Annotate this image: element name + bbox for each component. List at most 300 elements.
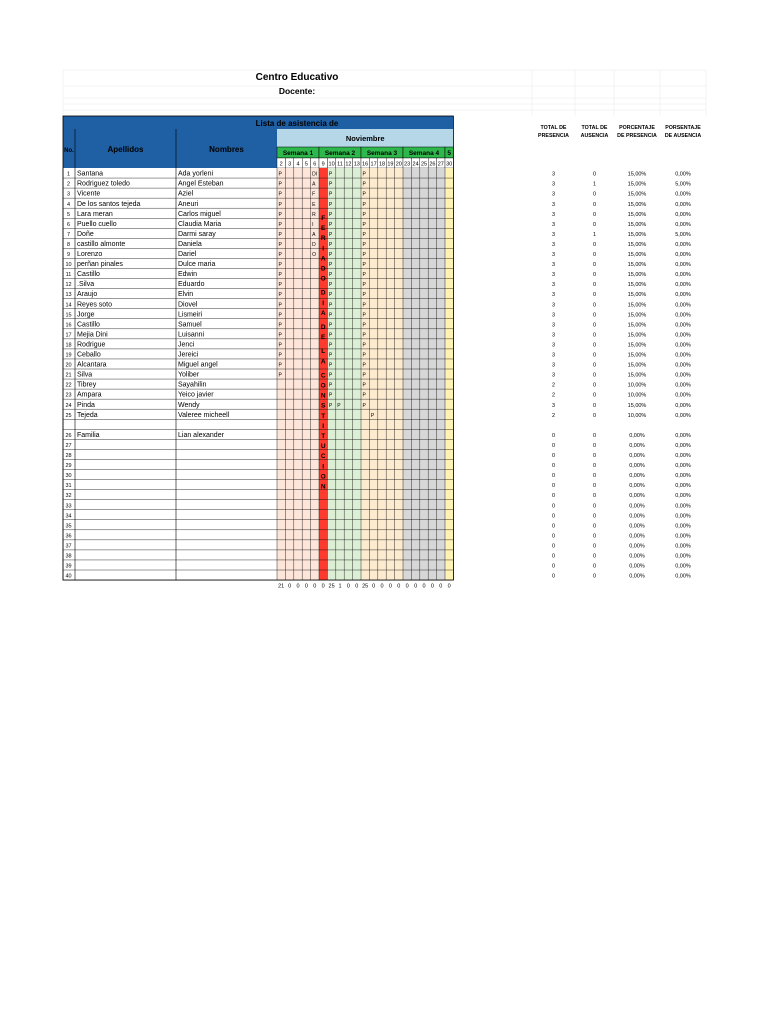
- row-number: 30: [65, 473, 72, 480]
- student-stat: 0: [592, 553, 597, 560]
- student-stat: 1: [592, 231, 597, 238]
- student-stat: 3: [551, 272, 556, 279]
- student-stat: 0: [592, 272, 597, 279]
- attendance-mark: P: [362, 282, 366, 289]
- column-total: 0: [288, 583, 292, 590]
- attendance-mark: P: [328, 362, 333, 369]
- student-stat: 0,00%: [675, 332, 691, 339]
- day-column-fill: [428, 168, 436, 580]
- row-number: 15: [65, 312, 72, 319]
- student-surname: Puello cuello: [77, 220, 117, 228]
- attendance-mark: P: [337, 402, 341, 409]
- student-stat: 0,00%: [675, 372, 691, 379]
- student-stat: 0: [592, 402, 597, 409]
- row-number: 17: [65, 332, 72, 339]
- student-stat: 1: [592, 181, 597, 188]
- student-stat: 0: [551, 473, 556, 480]
- attendance-mark: P: [362, 302, 366, 309]
- student-stat: 15,00%: [627, 402, 647, 409]
- attendance-mark: P: [362, 262, 366, 269]
- holiday-letter: R: [320, 235, 326, 243]
- day-column-fill: [353, 168, 361, 580]
- attendance-mark: P: [278, 352, 282, 359]
- week-label: Semana 1: [282, 150, 314, 157]
- week-label: Semana 4: [408, 150, 440, 157]
- student-stat: 3: [551, 322, 556, 329]
- attendance-mark: P: [278, 272, 282, 279]
- row-number: 4: [66, 201, 71, 208]
- column-total: 0: [380, 583, 384, 590]
- student-stat: 0: [592, 302, 597, 309]
- holiday-letter: I: [322, 463, 325, 471]
- day-number: 6: [313, 161, 317, 168]
- column-total: 0: [405, 583, 409, 590]
- day-column-fill: [294, 168, 302, 580]
- attendance-mark: A: [312, 231, 316, 238]
- holiday-letter: C: [320, 372, 326, 380]
- student-surname: Ceballo: [77, 351, 101, 359]
- holiday-letter: I: [322, 245, 325, 253]
- holiday-letter: F: [321, 215, 326, 222]
- week-label: Semana 3: [366, 150, 398, 157]
- student-name: Miguel angel: [178, 361, 218, 369]
- attendance-mark: P: [362, 382, 366, 389]
- student-surname: Ampara: [77, 391, 102, 399]
- student-stat: 0,00%: [675, 402, 691, 409]
- student-stat: 3: [551, 292, 556, 299]
- attendance-mark: P: [362, 272, 366, 279]
- student-stat: 0: [592, 322, 597, 329]
- student-surname: Silva: [77, 371, 93, 379]
- col-surnames: Apellidos: [107, 145, 144, 154]
- student-stat: 0: [592, 442, 597, 449]
- day-number: 19: [387, 161, 394, 168]
- student-stat: 0,00%: [675, 382, 691, 389]
- attendance-mark: P: [362, 322, 366, 329]
- row-number: 29: [65, 463, 72, 470]
- attendance-mark: P: [328, 221, 333, 228]
- month-label: Noviembre: [345, 134, 385, 143]
- attendance-mark: P: [278, 171, 282, 178]
- row-number: 6: [66, 221, 71, 228]
- student-name: Aneuri: [178, 200, 199, 208]
- student-stat: 2: [551, 382, 556, 389]
- student-stat: 3: [551, 312, 556, 319]
- row-number: 5: [66, 211, 71, 218]
- holiday-letter: I: [322, 299, 325, 307]
- student-surname: Santana: [77, 170, 104, 178]
- institution-title: Centro Educativo: [255, 72, 339, 83]
- row-number: 25: [65, 412, 72, 419]
- student-stat: 0: [592, 241, 597, 248]
- holiday-letter: L: [321, 348, 326, 356]
- row-number: 37: [65, 543, 72, 550]
- student-stat: 0,00%: [675, 262, 691, 269]
- student-name: Luisanni: [178, 331, 205, 339]
- student-stat: 0,00%: [675, 211, 691, 218]
- student-stat: 3: [551, 352, 556, 359]
- attendance-mark: P: [362, 211, 366, 218]
- student-surname: Rodrigue: [77, 341, 106, 349]
- student-name: Aziel: [178, 190, 194, 198]
- student-surname: Vicente: [77, 190, 101, 198]
- day-number: 27: [437, 161, 444, 168]
- attendance-mark: P: [362, 221, 366, 228]
- row-number: 24: [65, 402, 72, 409]
- row-number: 38: [65, 553, 72, 560]
- student-name: Angel Esteban: [178, 180, 224, 188]
- row-number: 33: [65, 503, 72, 510]
- column-total: 0: [346, 583, 350, 590]
- day-column-fill: [378, 168, 386, 580]
- student-stat: 15,00%: [627, 262, 647, 269]
- student-stat: 0,00%: [675, 563, 691, 570]
- student-stat: 3: [551, 302, 556, 309]
- row-number: 16: [65, 322, 72, 329]
- row-number: 27: [65, 442, 72, 449]
- student-stat: 0: [592, 412, 597, 419]
- student-surname: Lara meran: [77, 210, 113, 218]
- stat-header-pct_absence: PORSENTAJE: [665, 125, 701, 131]
- attendance-mark: P: [328, 352, 333, 359]
- student-name: Yeico javier: [178, 391, 214, 399]
- row-number: 7: [66, 231, 71, 238]
- student-stat: 15,00%: [627, 322, 647, 329]
- student-stat: 0: [592, 573, 597, 580]
- student-name: Sayahilin: [178, 381, 207, 389]
- student-surname: perñan pinales: [77, 261, 123, 269]
- holiday-letter: I: [322, 422, 325, 430]
- student-stat: 0: [551, 493, 556, 500]
- student-stat: 0,00%: [675, 473, 691, 480]
- student-stat: 0: [592, 312, 597, 319]
- student-stat: 5,00%: [675, 181, 691, 188]
- student-surname: castillo almonte: [77, 240, 126, 248]
- student-stat: 15,00%: [627, 221, 647, 228]
- row-number: 23: [65, 392, 72, 399]
- row-number: 14: [65, 302, 72, 309]
- student-stat: 0: [592, 533, 597, 540]
- student-stat: 0: [592, 513, 597, 520]
- day-number: 10: [328, 161, 335, 168]
- student-stat: 15,00%: [627, 252, 647, 258]
- day-number: 30: [446, 161, 453, 168]
- column-total: 0: [296, 583, 300, 590]
- day-number: 20: [395, 161, 402, 168]
- stat-header-total_presence: PRESENCIA: [538, 133, 569, 139]
- student-stat: 0: [551, 442, 556, 449]
- student-surname: Familia: [77, 431, 100, 439]
- day-column-fill: [344, 168, 352, 580]
- attendance-mark: P: [278, 282, 282, 289]
- day-column-fill: [403, 168, 411, 580]
- attendance-mark: P: [278, 362, 282, 369]
- row-number: 35: [65, 523, 72, 530]
- student-stat: 0,00%: [675, 221, 691, 228]
- attendance-mark: P: [362, 171, 366, 178]
- attendance-mark: E: [312, 201, 316, 208]
- student-stat: 0: [592, 382, 597, 389]
- student-stat: 0,00%: [675, 322, 691, 329]
- attendance-mark: P: [328, 312, 333, 319]
- student-stat: 0: [592, 201, 597, 208]
- student-stat: 3: [551, 241, 556, 248]
- holiday-letter: A: [320, 255, 326, 263]
- student-stat: 0: [592, 503, 597, 510]
- attendance-mark: P: [278, 191, 282, 198]
- student-stat: 0: [592, 372, 597, 379]
- week-label: Semana 2: [324, 150, 356, 157]
- student-stat: 3: [551, 402, 556, 409]
- student-name: Daniela: [178, 240, 202, 248]
- attendance-mark: P: [328, 191, 333, 198]
- holiday-letter: S: [321, 402, 326, 410]
- attendance-mark: P: [328, 252, 333, 258]
- student-stat: 0,00%: [675, 342, 691, 349]
- row-number: 13: [65, 292, 72, 299]
- student-stat: 15,00%: [627, 201, 647, 208]
- stat-header-pct_presence: DE PRESENCIA: [617, 133, 657, 139]
- student-stat: 3: [551, 342, 556, 349]
- student-stat: 0: [592, 292, 597, 299]
- day-number: 23: [404, 161, 411, 168]
- attendance-mark: P: [362, 392, 366, 399]
- header-left-block: [63, 129, 277, 168]
- student-stat: 0: [592, 493, 597, 500]
- holiday-letter: D: [320, 265, 326, 273]
- student-stat: 0,00%: [629, 473, 645, 480]
- student-stat: 0,00%: [629, 543, 645, 550]
- attendance-mark: P: [328, 241, 333, 248]
- student-stat: 15,00%: [627, 171, 647, 178]
- student-stat: 15,00%: [627, 241, 647, 248]
- student-stat: 0: [551, 573, 556, 580]
- col-names: Nombres: [209, 145, 244, 154]
- row-number: 21: [65, 372, 72, 379]
- attendance-mark: P: [328, 292, 333, 299]
- student-stat: 15,00%: [627, 272, 647, 279]
- student-stat: 15,00%: [627, 372, 647, 379]
- student-stat: 0,00%: [629, 503, 645, 510]
- student-stat: 0,00%: [675, 312, 691, 319]
- student-stat: 0,00%: [675, 252, 691, 258]
- student-stat: 0,00%: [675, 483, 691, 490]
- attendance-mark: O: [312, 252, 316, 258]
- student-stat: 15,00%: [627, 352, 647, 359]
- attendance-mark: P: [362, 252, 366, 258]
- student-name: Darmi saray: [178, 230, 216, 238]
- student-stat: 0,00%: [629, 513, 645, 520]
- holiday-letter: N: [320, 392, 326, 400]
- student-stat: 0,00%: [675, 523, 691, 530]
- row-number: 20: [65, 362, 72, 369]
- student-stat: 0,00%: [629, 453, 645, 459]
- row-number: 18: [65, 342, 72, 349]
- stat-header-total_absence: TOTAL DE: [581, 125, 608, 131]
- student-stat: 0,00%: [675, 392, 691, 399]
- attendance-mark: P: [328, 382, 333, 389]
- attendance-mark: P: [328, 171, 333, 178]
- student-stat: 0,00%: [675, 503, 691, 510]
- attendance-mark: P: [328, 322, 333, 329]
- student-name: Yoliber: [178, 371, 200, 379]
- row-number: 8: [66, 241, 71, 248]
- attendance-mark: P: [362, 312, 366, 319]
- day-column-fill: [369, 168, 377, 580]
- student-stat: 0,00%: [675, 493, 691, 500]
- day-number: 3: [288, 161, 292, 168]
- student-stat: 0: [551, 543, 556, 550]
- attendance-mark: P: [362, 181, 366, 188]
- attendance-mark: P: [278, 342, 282, 349]
- row-number: 11: [65, 272, 72, 279]
- day-column-fill: [311, 168, 319, 580]
- day-number: 12: [345, 161, 352, 168]
- attendance-mark: P: [362, 362, 366, 369]
- row-number: 19: [65, 352, 72, 359]
- student-stat: 0: [592, 221, 597, 228]
- student-name: Wendy: [178, 401, 200, 409]
- student-stat: 0: [592, 211, 597, 218]
- holiday-letter: C: [320, 453, 326, 461]
- attendance-mark: P: [328, 372, 333, 379]
- student-stat: 0: [592, 342, 597, 349]
- student-stat: 0,00%: [675, 533, 691, 540]
- student-stat: 0: [551, 533, 556, 540]
- student-surname: Lorenzo: [77, 251, 103, 258]
- student-stat: 0: [551, 503, 556, 510]
- student-stat: 3: [551, 171, 556, 178]
- day-number: 4: [296, 161, 300, 168]
- row-number: 32: [65, 493, 72, 500]
- student-stat: 2: [551, 412, 556, 419]
- student-stat: 0,00%: [675, 442, 691, 449]
- student-stat: 10,00%: [627, 392, 647, 399]
- stat-header-pct_presence: PORCENTAJE: [619, 125, 655, 131]
- student-stat: 0: [551, 523, 556, 530]
- attendance-mark: P: [328, 262, 333, 269]
- student-stat: 0: [592, 252, 597, 258]
- stat-header-pct_absence: DE AUSENCIA: [664, 133, 702, 139]
- column-total: 0: [439, 583, 443, 590]
- list-title: Lista de asistencia de: [255, 119, 339, 128]
- day-number: 11: [337, 161, 343, 168]
- student-stat: 0: [592, 171, 597, 178]
- day-number: 18: [378, 161, 386, 168]
- student-stat: 3: [551, 372, 556, 379]
- attendance-mark: P: [278, 302, 282, 309]
- attendance-mark: P: [328, 231, 333, 238]
- student-stat: 0,00%: [675, 362, 691, 369]
- attendance-mark: F: [312, 191, 316, 198]
- student-stat: 0,00%: [629, 483, 645, 490]
- student-surname: Reyes soto: [77, 301, 113, 309]
- day-column-fill: [302, 168, 310, 580]
- student-stat: 0: [592, 463, 597, 470]
- student-stat: 0: [592, 362, 597, 369]
- day-column-fill: [386, 168, 394, 580]
- attendance-mark: A: [312, 181, 316, 188]
- day-column-fill: [285, 168, 293, 580]
- student-name: Carlos miguel: [178, 210, 221, 218]
- student-stat: 0,00%: [629, 442, 645, 449]
- student-name: Jenci: [178, 341, 195, 349]
- student-stat: 0: [592, 473, 597, 480]
- attendance-mark: P: [328, 201, 333, 208]
- student-surname: Rodriguez toledo: [77, 180, 130, 188]
- student-surname: Tibrey: [77, 381, 97, 389]
- teacher-label: Docente:: [278, 86, 316, 96]
- column-total: 0: [321, 583, 325, 590]
- day-number: 9: [321, 161, 325, 168]
- student-name: Lismeiri: [178, 311, 203, 319]
- student-stat: 0: [551, 513, 556, 520]
- attendance-mark: P: [362, 372, 366, 379]
- student-stat: 3: [551, 262, 556, 269]
- student-stat: 0: [592, 543, 597, 550]
- student-stat: 15,00%: [627, 292, 647, 299]
- column-total: 0: [430, 583, 434, 590]
- student-stat: 0: [551, 553, 556, 560]
- student-stat: 0: [592, 483, 597, 490]
- day-column-fill: [420, 168, 428, 580]
- attendance-mark: DI: [312, 171, 318, 178]
- student-stat: 0,00%: [675, 553, 691, 560]
- row-number: 39: [65, 563, 72, 570]
- day-column-fill: [411, 168, 419, 580]
- student-stat: 3: [551, 201, 556, 208]
- attendance-mark: P: [278, 252, 282, 258]
- attendance-mark: P: [328, 392, 333, 399]
- student-stat: 15,00%: [627, 362, 647, 369]
- student-stat: 0: [592, 262, 597, 269]
- student-stat: 15,00%: [627, 231, 647, 238]
- student-name: Ada yorleni: [178, 170, 214, 178]
- attendance-mark: P: [278, 231, 282, 238]
- student-stat: 0: [592, 563, 597, 570]
- attendance-mark: P: [278, 322, 282, 329]
- attendance-mark: I: [312, 221, 314, 228]
- row-number: 12: [65, 282, 72, 289]
- attendance-mark: P: [370, 412, 375, 419]
- holiday-letter: T: [321, 412, 326, 420]
- student-stat: 0,00%: [675, 241, 691, 248]
- attendance-mark: P: [278, 332, 282, 339]
- student-stat: 0: [551, 432, 556, 439]
- student-surname: De los santos tejeda: [77, 200, 141, 208]
- holiday-letter: U: [320, 443, 326, 451]
- student-stat: 0,00%: [629, 533, 645, 540]
- student-stat: 0: [551, 563, 556, 570]
- background-grid: [63, 70, 706, 116]
- student-stat: 10,00%: [627, 382, 647, 389]
- column-total: 0: [372, 583, 376, 590]
- holiday-letter: E: [321, 225, 326, 233]
- student-surname: Castillo: [77, 271, 100, 279]
- student-stat: 0,00%: [629, 553, 645, 560]
- student-surname: Castillo: [77, 321, 100, 329]
- column-total: 0: [414, 583, 418, 590]
- column-total: 21: [278, 583, 285, 590]
- column-total: 1: [338, 583, 342, 590]
- day-column-fill: [445, 168, 453, 580]
- student-stat: 0: [592, 332, 597, 339]
- student-stat: 0,00%: [629, 523, 645, 530]
- day-number: 26: [429, 161, 436, 168]
- day-number: 25: [420, 161, 428, 168]
- attendance-mark: P: [278, 241, 282, 248]
- row-number: 1: [66, 171, 71, 178]
